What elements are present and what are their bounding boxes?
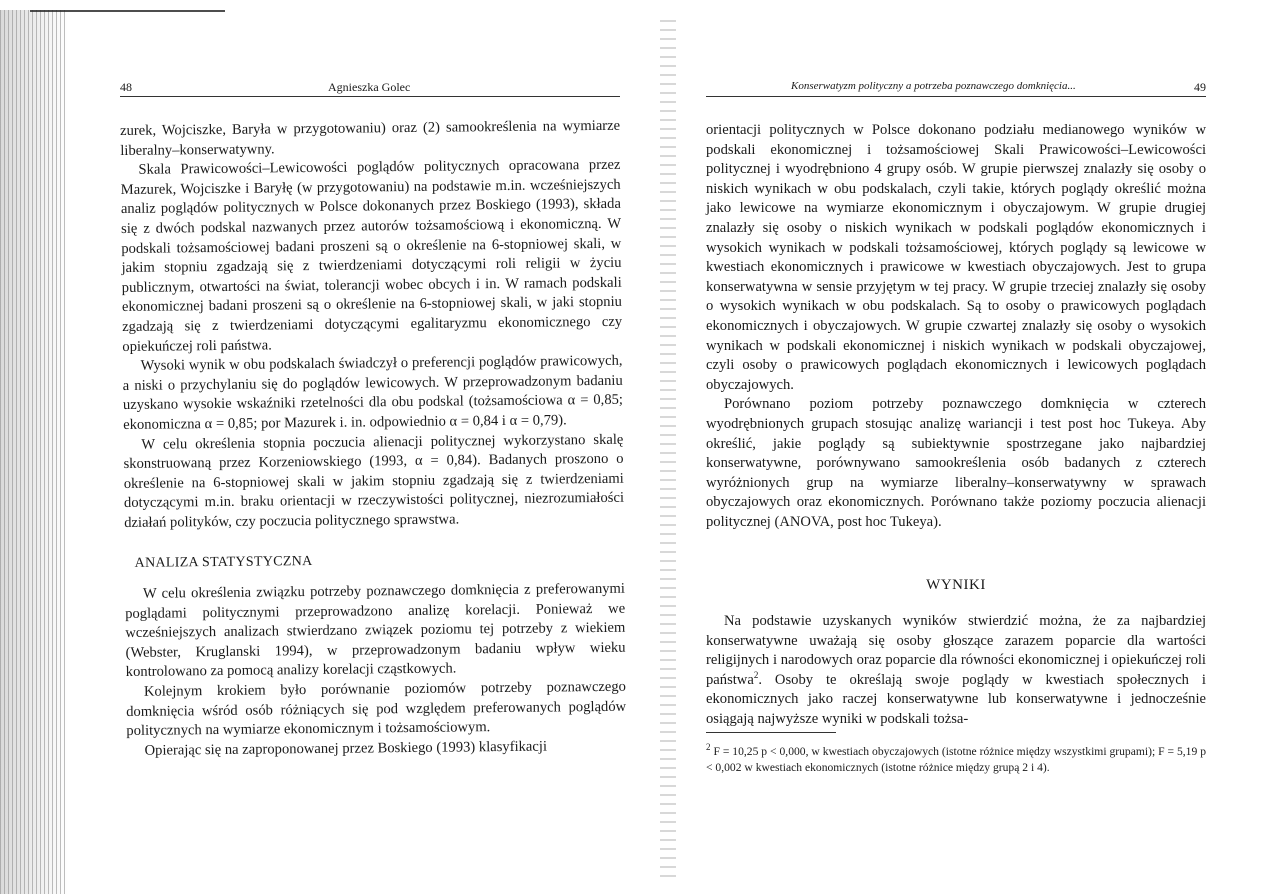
right-page-header (706, 80, 1206, 100)
paragraph: W celu określenia stopnia poczucia alienacji politycznej wykorzystano skalę skonstruowaną przez Korzeniowskiego (1993, α = 0,84). Badanych proszono o określenie na 6-stopniowej skali w jakim stopniu zgadzają się z twierdzeniami dotyczącymi m.in. braku orientacji w rzeczywistości politycznej, niezrozumiałości działań polityków, czy poczucia politycznego sprawstwa. (123, 431, 625, 531)
right-page-body (706, 121, 1206, 730)
footnote-reference[interactable]: 2 (753, 669, 759, 680)
paragraph: orientacji politycznych w Polsce dokonano podziału medianowego wyników w podskali ekonomicznej i tożsamościowej Skali Prawicowości–Lewicowości politycznej i wyodrębniono 4 grupy osób. W grupie pierwszej znalazły się osoby o niskich wynikach w obu podskalach, czyli takie, których poglądy określić można jako lewicowe na wymiarze ekonomicznym i obyczajowym. W grupie drugiej znalazły się osoby o niskich wynikach w podskali poglądów ekonomicznych i wysokich wynikach w podskali tożsamościowej, których poglądy są lewicowe w kwestiach ekonomicznych i prawicowe w kwestiach obyczajowych. Jest to grupa konserwatywna w sensie przyjętym w tej pracy. W grupie trzeciej znalazły się osoby o wysokich wynikach w obu podskalach. Są to osoby o prawicowych poglądach ekonomicznych i obyczajowych. W grupie czwartej znalazły się osoby o wysokich wynikach w podskali ekonomicznej i niskich wynikach w podskali obyczajowej, czyli osoby o prawicowych poglądach ekonomicznych i lewicowych poglądach obyczajowych. (706, 122, 1206, 393)
scan-artifact-left-edge (0, 10, 68, 894)
paragraph: zurek, Wojciszke, Baryła w przygotowaniu) oraz (2) samookreślenia na wymiarze liberalny–konserwatywny. (120, 117, 621, 159)
results-text-start: Na podstawie uzyskanych wyników stwierdzić można, że za najbardziej konserwatywne uważają się osoby głoszące zarazem poparcie dla wartości religijnych i narodowych oraz poparcie dla równości ekonomicznej i opiekuńczej roli państwa (706, 613, 1206, 688)
book-gutter (660, 20, 676, 880)
paragraph: Opierając się na zaproponowanej przez Boskiego (1993) klasyfikacji (144, 738, 548, 759)
paragraph: Wysoki wynik w obu podskalach świadczył o preferencji poglądów prawicowych, a niski o przychylaniu się do poglądów lewicowych. W przeprowadzonym badaniu uzyskano wysokie wskaźniki rzetelności dla obu podskal (tożsamościowa α = 0,85; ekonomiczna α = 0,85; por Mazurek i. in. odpowiednio α = 0,84 i α = 0,79). (122, 352, 624, 433)
footnote-text: F = 10,25 p < 0,000, w kwestiach obyczajowych (istotne różnice między wszystkimi grupami); F = 5,19 p < 0,002 w kwestiach ekonomicznych (istotne różnice między grupą 2 i 4). (706, 745, 1206, 774)
footnote (706, 744, 1206, 775)
running-head-left: Agnieszka Golec (328, 80, 411, 94)
header-rule-left (120, 96, 620, 97)
running-head-right: Konserwatyzm polityczny a potrzeba poznawczego domknięcia... (791, 80, 1076, 92)
left-page-body (120, 117, 627, 762)
left-page-header (120, 80, 640, 100)
page-number-left: 48 (120, 80, 132, 94)
paragraph: Kolejnym krokiem było porównanie poziomów potrzeby poznawczego domknięcia wśród osób różniących się pod względem preferowanych poglądów politycznych na wymiarze ekonomicznym i tożsamościowym. (126, 678, 627, 740)
footnote-rule (706, 732, 836, 733)
footnote-mark: 2 (706, 742, 711, 753)
page-number-right: 49 (1194, 80, 1206, 94)
section-heading-wyniki: WYNIKI (926, 577, 986, 594)
results-text-end: . Osoby te określają swoje poglądy w kwestiach społecznych i ekonomicznych jako raczej konserwatywne lub konserwatywne i jednocześnie osiągają najwyższe wyniki w podskali tożsa- (706, 671, 1206, 728)
section-heading-analiza: ANALIZA STATYSTYCZNA (134, 554, 313, 572)
paragraph: W celu określenia związku potrzeby poznawczego domknięcia z preferowanymi poglądami politycznymi przeprowadzono analizę korelacji. Ponieważ we wcześniejszych analizach stwierdzano związek poziomu tej potrzeby z wiekiem (Webster, Kruglanski 1994), w przeprowadzonym badaniu wpływ wieku kontrolowano za pomocą analizy korelacji cząstkowych. (125, 580, 626, 681)
paragraph: Porównano poziom potrzeby poznawczego domknięcia w czterech wyodrębnionych grupach stosując analizę wariancji i test post hoc Tukeya. Aby określić, jakie poglądy są subiektywnie spostrzegane jako najbardziej konserwatywne, porównywano samookreślenia osób badanych z czterech wyróżnionych grup na wymiarze liberalny–konserwatywny w sprawach obyczajowych oraz ekonomicznych. Porównano także poziomy poczucia alienacji politycznej (ANOVA, post hoc Tukeya). (706, 396, 1206, 530)
paragraph: Skala Prawicowości–Lewicowości poglądów politycznych opracowana przez Mazurek, Wojciszke i Baryłę (w przygotowaniu) na podstawie m.in. wcześniejszych analiz poglądów politycznych w Polsce dokonanych przez Boskiego (1993), składa się z dwóch podskal nazwanych przez autorów tożsamościową i ekonomiczną. W podskali tożsamościowej badani proszeni są o określenie na 6-stopniowej skali, w jakim stopniu zgadzają się z twierdzeniami dotyczącymi roli religii w życiu publicznym, otwartości na świat, tolerancji wobec obcych i in. W ramach podskali ekonomicznej badani proszeni są o określenie na 6-stopniowej skali, w jaki stopniu zgadzają się z twierdzeniami dotyczącymi egalitaryzmu ekonomicznego czy opiekuńczej roli państwa. (120, 156, 623, 355)
header-rule-right (706, 96, 1206, 97)
results-paragraph (706, 612, 1206, 730)
